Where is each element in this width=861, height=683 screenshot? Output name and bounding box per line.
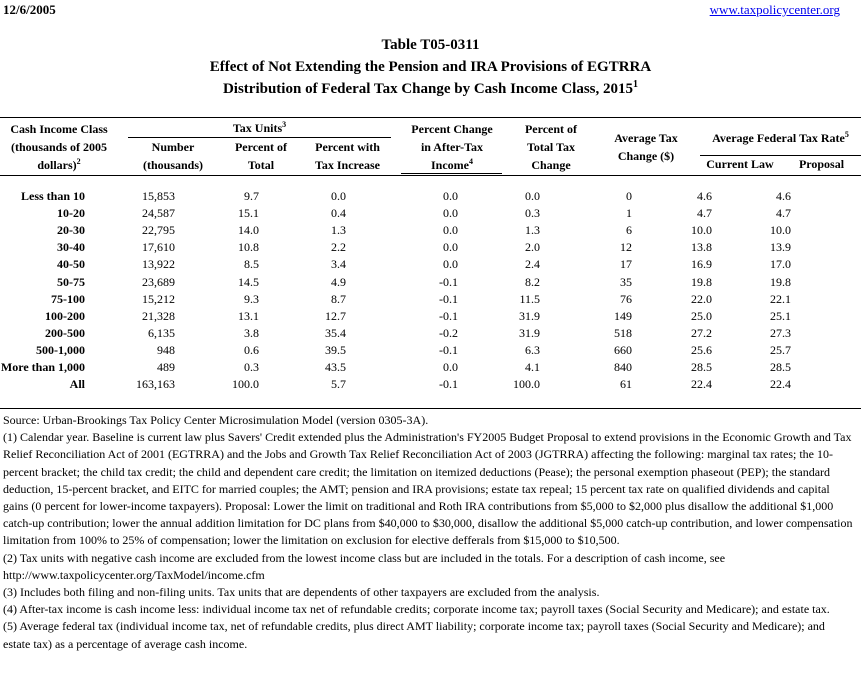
table-cell: 43.5 bbox=[325, 359, 346, 374]
table-cell: 0.3 bbox=[525, 206, 540, 221]
table-bottom-rule bbox=[0, 408, 861, 409]
table-row bbox=[0, 188, 791, 205]
note-5: (5) Average federal tax (individual income tax, net of refundable credits, plus direct AMT liability; corporate income tax; payroll taxes (Social Security and Medicare); and estate tax) as a percentage of average cash income. bbox=[3, 619, 825, 651]
table-cell: 25.0 bbox=[691, 308, 712, 323]
table-cell: 31.9 bbox=[519, 308, 540, 323]
table-cell: 31.9 bbox=[519, 325, 540, 340]
header-bottom-rule bbox=[0, 175, 861, 176]
col-pct-change-line2: in After-Tax bbox=[420, 140, 484, 154]
table-cell: 15.1 bbox=[238, 206, 259, 221]
table-cell: 19.8 bbox=[691, 274, 712, 289]
row-label: 75-100 bbox=[51, 291, 85, 306]
table-cell: 17.0 bbox=[770, 257, 791, 272]
table-cell: 2.0 bbox=[525, 240, 540, 255]
col-pct-change-line1: Percent Change bbox=[411, 122, 493, 136]
table-cell: 4.1 bbox=[525, 359, 540, 374]
tpc-website-link[interactable]: www.taxpolicycenter.org bbox=[709, 2, 840, 17]
table-cell: 28.5 bbox=[691, 359, 712, 374]
col-current-law: Current Law bbox=[706, 157, 774, 171]
table-cell: 2.4 bbox=[525, 257, 540, 272]
table-cell: 12 bbox=[620, 240, 632, 255]
col-income-class-line2: (thousands of 2005 bbox=[10, 140, 108, 154]
table-cell: 489 bbox=[157, 359, 175, 374]
col-pct-tax-change bbox=[510, 120, 592, 174]
col-group-avg-tax-rate-text: Average Federal Tax Rate bbox=[712, 131, 845, 145]
table-cell: 149 bbox=[614, 308, 632, 323]
table-cell: 10.0 bbox=[691, 223, 712, 238]
col-pct-increase bbox=[304, 138, 391, 174]
table-cell: 61 bbox=[620, 377, 632, 392]
table-cell: 13.8 bbox=[691, 240, 712, 255]
distribution-table bbox=[0, 188, 791, 393]
table-row bbox=[0, 256, 791, 273]
table-cell: -0.1 bbox=[439, 308, 458, 323]
table-cell: 1.3 bbox=[525, 223, 540, 238]
table-cell: 4.6 bbox=[697, 189, 712, 204]
table-cell: 0.0 bbox=[331, 189, 346, 204]
distribution-table-body bbox=[0, 188, 791, 393]
table-cell: 0.0 bbox=[443, 240, 458, 255]
row-label: 200-500 bbox=[45, 325, 85, 340]
col-income-class-line3-text: dollars) bbox=[37, 158, 77, 172]
table-row bbox=[0, 273, 791, 290]
table-id: Table T05-0311 bbox=[381, 37, 480, 53]
note-2: (2) Tax units with negative cash income are excluded from the lowest income class but are included in the totals. For a description of cash income, see http://www.taxpolicycenter.org/TaxModel/income.cfm bbox=[3, 550, 726, 582]
table-cell: 24,587 bbox=[142, 206, 175, 221]
table-cell: 6 bbox=[626, 223, 632, 238]
table-cell: 17 bbox=[620, 257, 632, 272]
table-cell: 0.0 bbox=[443, 206, 458, 221]
table-cell: 100.0 bbox=[232, 377, 259, 392]
col-group-tax-units-text: Tax Units bbox=[232, 121, 283, 135]
table-cell: 17,610 bbox=[142, 240, 175, 255]
col-pct-change-line3 bbox=[396, 156, 508, 174]
table-cell: 4.9 bbox=[331, 274, 346, 289]
table-cell: 27.2 bbox=[691, 325, 712, 340]
col-pct-increase-line1: Percent with bbox=[315, 140, 380, 154]
table-cell: 163,163 bbox=[136, 377, 175, 392]
table-cell: 16.9 bbox=[691, 257, 712, 272]
row-label: 30-40 bbox=[57, 240, 85, 255]
table-row bbox=[0, 376, 791, 393]
col-group-tax-units-note: 3 bbox=[282, 120, 287, 129]
table-cell: 100.0 bbox=[513, 377, 540, 392]
col-group-avg-tax-rate bbox=[700, 129, 861, 147]
table-subtitle-text: Distribution of Federal Tax Change by Cash Income Class, 2015 bbox=[222, 81, 634, 97]
note-1: (1) Calendar year. Baseline is current law plus Savers' Credit extended plus the Administration's FY2005 Budget Proposal to extend provisions in the Economic Growth and Tax Relief Reconciliation Act of 2001 (EGTRRA) and the Jobs and Growth Tax Relief Reconciliation Act of 2003 (JGTRRA) affecting the following: marginal tax rates; the 10-percent bracket; the child tax credit; the child and dependent care credit; the limitation on itemized deductions (Pease); the personal exemption phaseout (PEP); the standard deduction, 15-percent bracket, and EITC for married couples; the AMT; pension and IRA provisions; estate tax repeal; 15 percent tax rate on qualified dividends and capital gains (0 percent for lower-income taxpayers). Proposal: Lower the limit on traditional and Roth IRA contributions from $5,000 to $2,000 plus disallow the additional $1,000 catch-up contribution; lower the annual addition limitation for DC plans from $40,000 to $30,000, disallow the additional $5,000 catch-up contribution, and lower compensation limitation from 100% to 25% of compensation; lower the limitation on exclusion for elective defferals from $15,000 to $10,500. bbox=[3, 430, 853, 548]
table-cell: 22.1 bbox=[770, 291, 791, 306]
note-4: (4) After-tax income is cash income less: individual income tax net of refundable credits; corporate income tax; payroll taxes (Social Security and Medicare); and estate tax. bbox=[3, 602, 830, 617]
table-cell: 13.1 bbox=[238, 308, 259, 323]
row-label: 10-20 bbox=[57, 206, 85, 221]
table-cell: 0 bbox=[626, 189, 632, 204]
table-cell: 13.9 bbox=[770, 240, 791, 255]
table-row bbox=[0, 291, 791, 308]
note-source: Source: Urban-Brookings Tax Policy Center Microsimulation Model (version 0305-3A). bbox=[3, 413, 429, 427]
table-cell: 25.6 bbox=[691, 342, 712, 357]
table-cell: 2.2 bbox=[331, 240, 346, 255]
header-top-rule bbox=[0, 117, 861, 118]
table-row bbox=[0, 308, 791, 325]
table-cell: 6.3 bbox=[525, 342, 540, 357]
table-notes bbox=[3, 412, 855, 653]
col-income-class bbox=[0, 120, 118, 174]
row-label: Less than 10 bbox=[20, 189, 85, 204]
table-cell: 13,922 bbox=[142, 257, 175, 272]
table-cell: 28.5 bbox=[770, 359, 791, 374]
table-cell: 1 bbox=[626, 206, 632, 221]
table-cell: 4.7 bbox=[697, 206, 712, 221]
table-cell: 14.5 bbox=[238, 274, 259, 289]
col-pct-total bbox=[219, 138, 303, 174]
table-cell: 3.4 bbox=[331, 257, 346, 272]
table-cell: 518 bbox=[614, 325, 632, 340]
table-cell: 35 bbox=[620, 274, 632, 289]
table-row bbox=[0, 205, 791, 222]
table-cell: 0.0 bbox=[443, 257, 458, 272]
table-cell: 840 bbox=[614, 359, 632, 374]
table-row bbox=[0, 222, 791, 239]
table-cell: 15,212 bbox=[142, 291, 175, 306]
table-cell: 25.7 bbox=[770, 342, 791, 357]
table-cell: 9.3 bbox=[244, 291, 259, 306]
col-avg-change-line1: Average Tax bbox=[614, 131, 678, 145]
row-label: 50-75 bbox=[57, 274, 85, 289]
table-subtitle bbox=[0, 81, 861, 98]
col-pct-increase-line2: Tax Increase bbox=[314, 158, 380, 172]
table-cell: 27.3 bbox=[770, 325, 791, 340]
table-row bbox=[0, 325, 791, 342]
table-cell: 14.0 bbox=[238, 223, 259, 238]
col-group-tax-units bbox=[128, 119, 391, 137]
table-cell: 1.3 bbox=[331, 223, 346, 238]
col-pct-tax-line3: Change bbox=[531, 158, 571, 172]
table-cell: 25.1 bbox=[770, 308, 791, 323]
table-cell: 12.7 bbox=[325, 308, 346, 323]
col-pct-total-line2: Total bbox=[247, 158, 275, 172]
table-cell: 948 bbox=[157, 342, 175, 357]
table-cell: 8.2 bbox=[525, 274, 540, 289]
row-label: 100-200 bbox=[45, 308, 85, 323]
col-pct-total-line1: Percent of bbox=[234, 140, 288, 154]
table-cell: 3.8 bbox=[244, 325, 259, 340]
col-income-class-line1: Cash Income Class bbox=[10, 122, 108, 136]
col-pct-tax-line2: Total Tax bbox=[527, 140, 575, 154]
table-cell: 23,689 bbox=[142, 274, 175, 289]
table-cell: 10.0 bbox=[770, 223, 791, 238]
col-pct-change-line3-text: Income bbox=[431, 158, 469, 172]
table-cell: 9.7 bbox=[244, 189, 259, 204]
table-cell: -0.1 bbox=[439, 377, 458, 392]
row-label: More than 1,000 bbox=[0, 359, 85, 374]
col-number-line2: (thousands) bbox=[142, 158, 204, 172]
table-cell: 8.7 bbox=[331, 291, 346, 306]
table-cell: 15,853 bbox=[142, 189, 175, 204]
table-cell: 22,795 bbox=[142, 223, 175, 238]
table-cell: 0.6 bbox=[244, 342, 259, 357]
table-cell: 4.6 bbox=[776, 189, 791, 204]
table-cell: -0.2 bbox=[439, 325, 458, 340]
col-proposal: Proposal bbox=[798, 157, 845, 171]
table-cell: 0.0 bbox=[525, 189, 540, 204]
col-pct-tax-line1: Percent of bbox=[524, 122, 578, 136]
table-cell: 5.7 bbox=[331, 377, 346, 392]
table-cell: 19.8 bbox=[770, 274, 791, 289]
col-pct-change bbox=[396, 120, 508, 174]
report-date: 12/6/2005 bbox=[3, 2, 56, 17]
col-income-class-line3 bbox=[0, 156, 118, 174]
table-cell: 35.4 bbox=[325, 325, 346, 340]
row-label: 20-30 bbox=[57, 223, 85, 238]
row-label: 40-50 bbox=[57, 257, 85, 272]
table-title: Effect of Not Extending the Pension and IRA Provisions of EGTRRA bbox=[209, 59, 652, 75]
table-cell: 0.0 bbox=[443, 359, 458, 374]
table-row bbox=[0, 359, 791, 376]
table-cell: 8.5 bbox=[244, 257, 259, 272]
table-cell: 6,135 bbox=[148, 325, 175, 340]
col-avg-change-line2: Change ($) bbox=[617, 149, 675, 163]
col-number-line1: Number bbox=[151, 140, 195, 154]
table-cell: 76 bbox=[620, 291, 632, 306]
table-row bbox=[0, 342, 791, 359]
table-cell: 0.4 bbox=[331, 206, 346, 221]
row-label: 500-1,000 bbox=[36, 342, 85, 357]
table-cell: 4.7 bbox=[776, 206, 791, 221]
table-cell: 0.3 bbox=[244, 359, 259, 374]
note-3: (3) Includes both filing and non-filing units. Tax units that are dependents of other taxpayers are excluded from the analysis. bbox=[3, 585, 600, 600]
table-cell: -0.1 bbox=[439, 342, 458, 357]
table-cell: 660 bbox=[614, 342, 632, 357]
table-cell: 0.0 bbox=[443, 189, 458, 204]
table-cell: 22.0 bbox=[691, 291, 712, 306]
col-avg-tax-change bbox=[600, 129, 692, 165]
table-cell: -0.1 bbox=[439, 274, 458, 289]
table-cell: 22.4 bbox=[691, 377, 712, 392]
table-cell: 10.8 bbox=[238, 240, 259, 255]
col-income-class-note: 2 bbox=[76, 157, 81, 166]
col-number bbox=[128, 138, 218, 174]
table-cell: 39.5 bbox=[325, 342, 346, 357]
table-cell: 11.5 bbox=[519, 291, 540, 306]
row-label: All bbox=[69, 377, 85, 392]
table-cell: 0.0 bbox=[443, 223, 458, 238]
table-row bbox=[0, 239, 791, 256]
table-cell: 22.4 bbox=[770, 377, 791, 392]
table-cell: 21,328 bbox=[142, 308, 175, 323]
col-pct-change-note: 4 bbox=[469, 157, 473, 166]
table-subtitle-note: 1 bbox=[633, 79, 639, 90]
table-cell: -0.1 bbox=[439, 291, 458, 306]
col-group-avg-tax-rate-note: 5 bbox=[844, 130, 849, 139]
